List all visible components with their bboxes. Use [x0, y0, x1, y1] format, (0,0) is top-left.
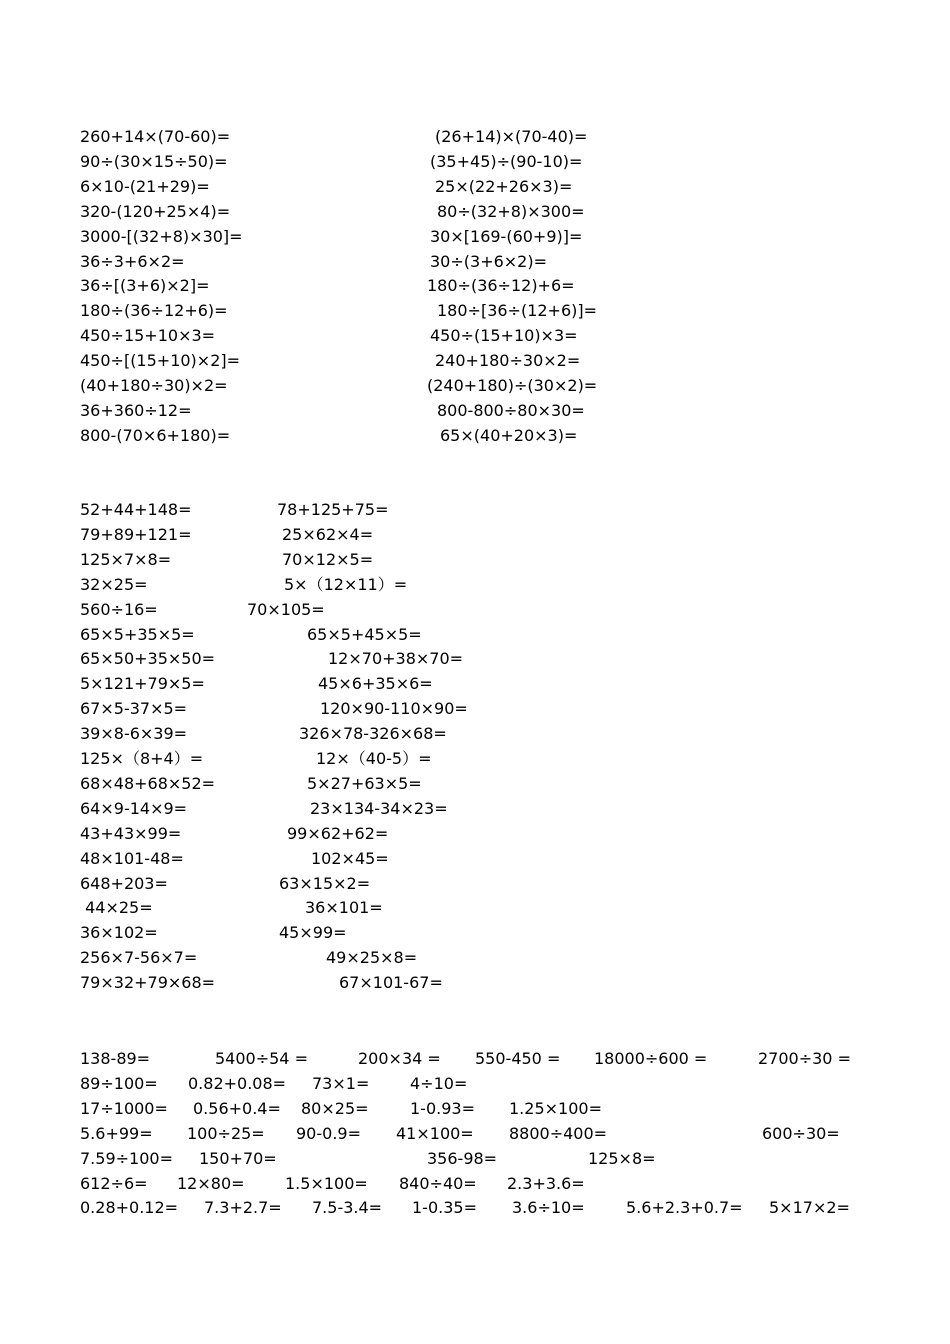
math-problem: 120×90-110×90=: [320, 699, 468, 719]
math-problem: 260+14×(70-60)=: [80, 127, 231, 146]
math-problem: (35+45)÷(90-10)=: [430, 151, 583, 171]
math-problem: 48×101-48=: [80, 848, 184, 868]
math-problem: 3.6÷10=: [512, 1198, 585, 1218]
math-problem: 5×17×2=: [769, 1198, 850, 1218]
math-problem: 125×8=: [588, 1148, 656, 1168]
math-problem: 450÷[(15+10)×2]=: [80, 351, 241, 371]
math-problem: 240+180÷30×2=: [435, 351, 581, 371]
math-problem: 450÷(15+10)×3=: [430, 326, 578, 346]
math-problem: 150+70=: [199, 1148, 277, 1168]
math-problem: 36×101=: [305, 898, 383, 918]
math-problem: 125×7×8=: [80, 549, 172, 569]
math-problem: 1.5×100=: [285, 1173, 368, 1193]
math-problem: 18000÷600 =: [594, 1049, 708, 1068]
math-problem: 200×34 =: [358, 1049, 441, 1068]
math-problem: 67×5-37×5=: [80, 699, 188, 719]
math-problem: 44×25=: [80, 898, 153, 918]
math-problem: 0.82+0.08=: [188, 1073, 287, 1093]
math-problem: 90-0.9=: [296, 1123, 361, 1143]
math-problem: 65×5+45×5=: [307, 624, 422, 644]
math-problem: 7.5-3.4=: [312, 1198, 383, 1218]
math-problem: 5×（12×11）=: [284, 574, 408, 594]
math-problem: 79+89+121=: [80, 524, 192, 544]
math-problem: 23×134-34×23=: [310, 798, 448, 818]
math-problem: 256×7-56×7=: [80, 948, 198, 968]
math-problem: 45×6+35×6=: [318, 674, 433, 694]
math-problem: 1-0.35=: [412, 1198, 477, 1218]
math-problem: 68×48+68×52=: [80, 773, 216, 793]
math-problem: 99×62+62=: [287, 823, 389, 843]
math-problem: 320-(120+25×4)=: [80, 201, 231, 221]
math-problem: 17÷1000=: [80, 1098, 168, 1118]
math-problem: 5.6+99=: [80, 1123, 153, 1143]
math-problem: 450÷15+10×3=: [80, 326, 216, 346]
math-problem: 45×99=: [279, 923, 347, 943]
math-problem: 840÷40=: [399, 1173, 477, 1193]
math-problem: 648+203=: [80, 873, 168, 893]
math-problem: 63×15×2=: [279, 873, 371, 893]
math-problem: 5400÷54 =: [215, 1049, 308, 1068]
math-problem: 39×8-6×39=: [80, 724, 188, 744]
math-problem: 800-800÷80×30=: [437, 400, 585, 420]
math-problem: 5×121+79×5=: [80, 674, 205, 694]
math-problem: 7.3+2.7=: [204, 1198, 282, 1218]
math-problem: 125×（8+4）=: [80, 749, 204, 768]
math-problem: 5.6+2.3+0.7=: [626, 1198, 743, 1218]
math-problem: 2700÷30 =: [758, 1049, 851, 1068]
math-problem: 356-98=: [427, 1148, 498, 1168]
math-problem: 6×10-(21+29)=: [80, 176, 210, 196]
math-problem: 78+125+75=: [277, 500, 389, 519]
math-problem: 80÷(32+8)×300=: [437, 201, 585, 221]
math-problem: 90÷(30×15÷50)=: [80, 151, 228, 171]
math-problem: 180÷[36÷(12+6)]=: [437, 301, 598, 321]
math-problem: 43+43×99=: [80, 823, 182, 843]
math-problem: 73×1=: [312, 1073, 370, 1093]
math-problem: 49×25×8=: [326, 948, 418, 968]
math-problem: 65×(40+20×3)=: [440, 425, 578, 445]
math-problem: 100÷25=: [187, 1123, 265, 1143]
math-problem: 12×80=: [177, 1173, 245, 1193]
math-problem: 7.59÷100=: [80, 1148, 173, 1168]
math-problem: 41×100=: [396, 1123, 474, 1143]
math-problem: 89÷100=: [80, 1073, 158, 1093]
math-problem: 0.28+0.12=: [80, 1198, 179, 1218]
math-problem: 36+360÷12=: [80, 400, 192, 420]
math-problem: 80×25=: [301, 1098, 369, 1118]
math-problem: 4÷10=: [410, 1073, 468, 1093]
math-problem: 65×5+35×5=: [80, 624, 195, 644]
math-problem: 180÷(36÷12+6)=: [80, 301, 228, 321]
math-problem: 550-450 =: [475, 1049, 561, 1068]
math-problem: 3000-[(32+8)×30]=: [80, 226, 243, 246]
math-problem: 36÷3+6×2=: [80, 251, 185, 271]
math-problem: 70×12×5=: [282, 549, 374, 569]
math-problem: 2.3+3.6=: [507, 1173, 585, 1193]
math-problem: (240+180)÷(30×2)=: [427, 376, 598, 395]
math-problem: 30÷(3+6×2)=: [430, 251, 548, 271]
math-problem: 36÷[(3+6)×2]=: [80, 276, 210, 296]
math-problem: 1-0.93=: [410, 1098, 475, 1118]
math-problem: (26+14)×(70-40)=: [435, 127, 588, 146]
math-problem: 138-89=: [80, 1049, 151, 1068]
math-problem: 32×25=: [80, 574, 148, 594]
math-problem: 25×62×4=: [282, 524, 374, 544]
math-problem: 0.56+0.4=: [193, 1098, 281, 1118]
math-problem: 65×50+35×50=: [80, 649, 216, 669]
math-problem: 79×32+79×68=: [80, 973, 216, 993]
math-problem: 326×78-326×68=: [299, 724, 447, 744]
math-problem: 102×45=: [311, 848, 389, 868]
math-problem: 70×105=: [247, 599, 325, 619]
math-problem: 52+44+148=: [80, 500, 192, 519]
math-problem: (40+180÷30)×2=: [80, 376, 228, 395]
math-problem: 36×102=: [80, 923, 158, 943]
math-problem: 12×70+38×70=: [328, 649, 464, 669]
math-problem: 600÷30=: [762, 1123, 840, 1143]
math-problem: 67×101-67=: [339, 973, 443, 993]
math-problem: 560÷16=: [80, 599, 158, 619]
math-problem: 5×27+63×5=: [307, 773, 422, 793]
math-problem: 8800÷400=: [509, 1123, 608, 1143]
math-problem: 800-(70×6+180)=: [80, 425, 231, 445]
math-problem: 12×（40-5）=: [316, 749, 432, 768]
math-problem: 25×(22+26×3)=: [435, 176, 573, 196]
math-problem: 180÷(36÷12)+6=: [427, 276, 575, 296]
math-problem: 64×9-14×9=: [80, 798, 188, 818]
math-problem: 30×[169-(60+9)]=: [430, 226, 583, 246]
math-problem: 612÷6=: [80, 1173, 148, 1193]
math-problem: 1.25×100=: [509, 1098, 602, 1118]
